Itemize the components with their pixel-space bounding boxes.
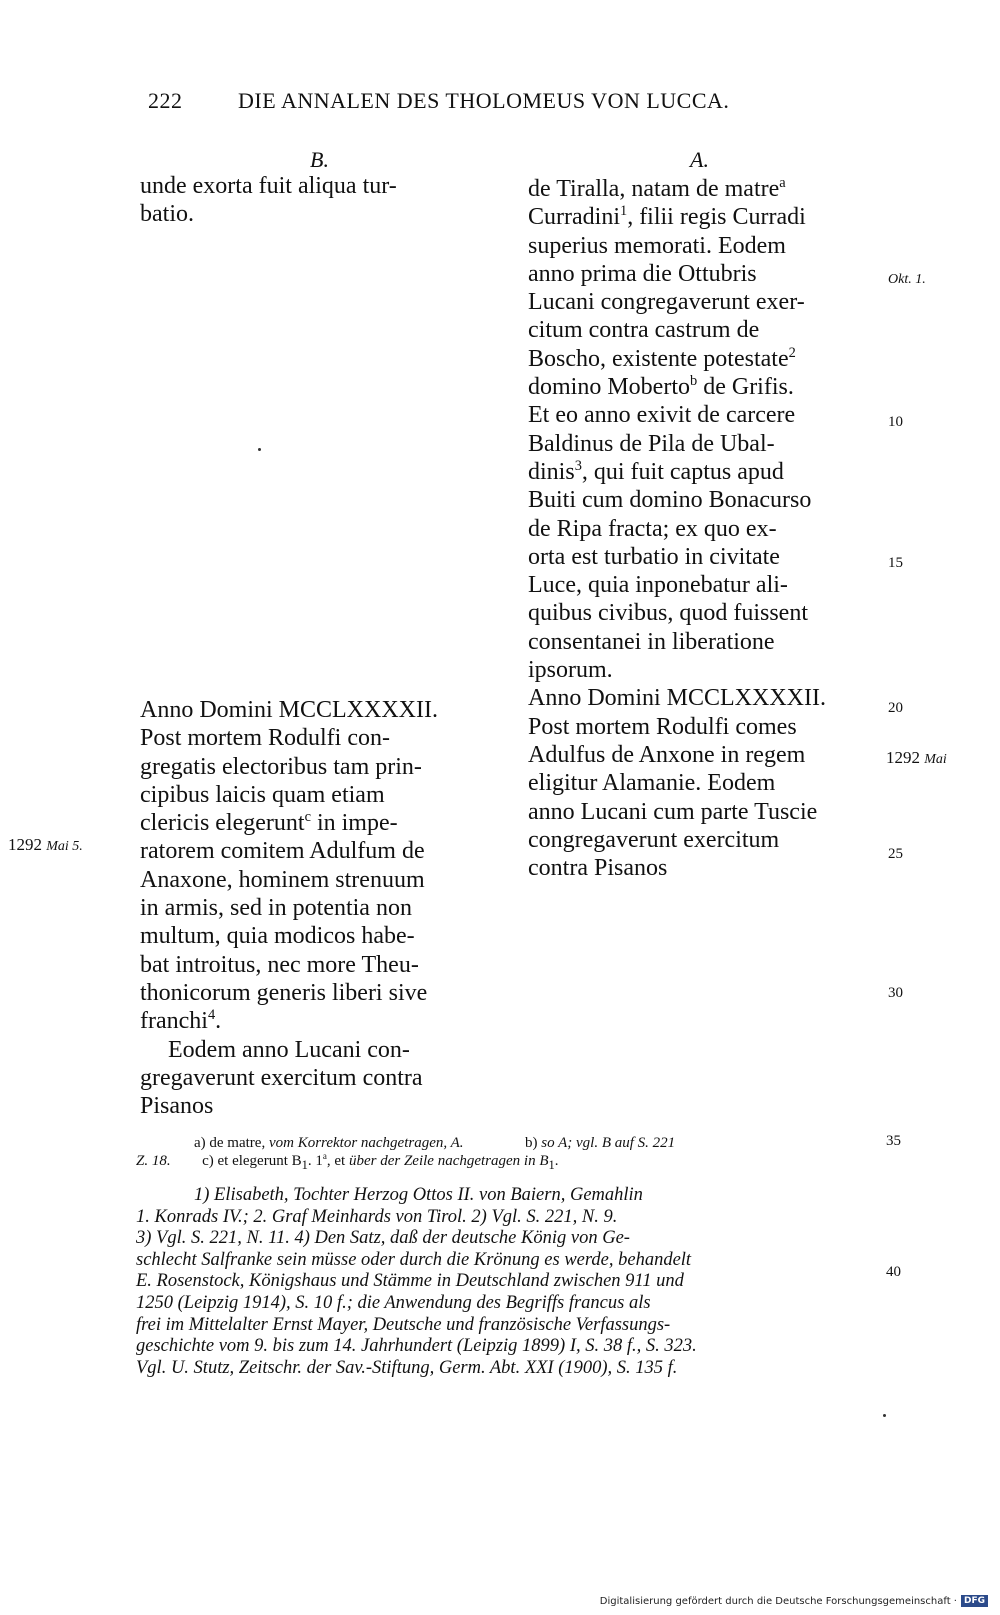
note-mark-2: 2 bbox=[788, 344, 796, 361]
text-line: de Ripa fracta; ex quo ex- bbox=[528, 515, 777, 542]
text-line: Et eo anno exivit de carcere bbox=[528, 402, 796, 429]
text-segment: franchi bbox=[140, 1008, 208, 1035]
note-mark-3: 3 bbox=[574, 457, 582, 474]
text-line: Anno Domini MCCLXXXXII. bbox=[528, 685, 826, 712]
text-line bbox=[528, 373, 883, 401]
text-line: citum contra castrum de bbox=[528, 317, 760, 344]
text-segment: dinis bbox=[528, 458, 575, 485]
footnote-line: schlecht Salfranke sein müsse oder durch die Krönung es werde, behandelt bbox=[136, 1249, 692, 1270]
line-number: 30 bbox=[888, 985, 903, 1001]
apparatus-mark-c: c bbox=[304, 809, 311, 826]
text-segment: Curradini bbox=[528, 204, 620, 231]
text-line bbox=[528, 458, 883, 486]
text-line: bat introitus, nec more Theu- bbox=[140, 951, 419, 978]
margin-year: 1292 bbox=[8, 835, 42, 854]
margin-date-right bbox=[886, 748, 947, 768]
text-segment: clericis elegerunt bbox=[140, 810, 305, 837]
apparatus-text: , et bbox=[326, 1153, 346, 1169]
text-line: unde exorta fuit aliqua tur- bbox=[140, 173, 397, 199]
footnote-line: 1) Elisabeth, Tochter Herzog Ottos II. von Baiern, Gemahlin bbox=[194, 1185, 643, 1205]
apparatus-line bbox=[136, 1152, 876, 1174]
line-number: 25 bbox=[888, 846, 903, 862]
running-header bbox=[148, 88, 729, 114]
line-number: 40 bbox=[886, 1264, 901, 1280]
column-a-text bbox=[528, 175, 883, 882]
critical-apparatus bbox=[136, 1134, 876, 1174]
text-line: Anno Domini MCCLXXXXII. bbox=[140, 697, 438, 723]
margin-month: Mai 5. bbox=[46, 839, 83, 854]
text-segment: de Tiralla, natam de matre bbox=[528, 176, 780, 202]
apparatus-note: über der Zeile nachgetragen in B bbox=[345, 1153, 549, 1169]
apparatus-sup: a bbox=[322, 1151, 327, 1161]
text-line: ipsorum. bbox=[528, 657, 613, 684]
text-line: Anaxone, hominem strenuum bbox=[140, 866, 425, 893]
column-label-b: B. bbox=[310, 147, 329, 172]
text-line: cipibus laicis quam etiam bbox=[140, 781, 385, 808]
apparatus-ref: Z. 18. bbox=[136, 1153, 171, 1169]
margin-date-okt bbox=[888, 268, 926, 288]
footnote-line: 1. Konrads IV.; 2. Graf Meinhards von Tirol. 2) Vgl. S. 221, N. 9. bbox=[136, 1206, 618, 1227]
footnote-line: E. Rosenstock, Königshaus und Stämme in Deutschland zwischen 911 und bbox=[136, 1271, 684, 1292]
text-line: Baldinus de Pila de Ubal- bbox=[528, 430, 775, 457]
footnote-line: 1250 (Leipzig 1914), S. 10 f.; die Anwendung des Begriffs francus als bbox=[136, 1292, 651, 1313]
text-line: orta est turbatio in civitate bbox=[528, 543, 780, 570]
apparatus-note: vom Korrektor nachgetragen, A. bbox=[265, 1135, 464, 1151]
apparatus-text: . bbox=[554, 1153, 559, 1169]
margin-month: Mai bbox=[924, 752, 947, 767]
column-label-a: A. bbox=[690, 147, 709, 172]
text-line: in armis, sed in potentia non bbox=[140, 895, 412, 922]
text-line: multum, quia modicos habe- bbox=[140, 923, 415, 950]
apparatus-text: . 1 bbox=[307, 1153, 323, 1169]
text-segment: domino Moberto bbox=[528, 374, 690, 401]
text-line: Pisanos bbox=[140, 1093, 214, 1120]
text-line: Adulfus de Anxone in regem bbox=[528, 741, 806, 768]
text-line bbox=[528, 175, 883, 203]
text-segment: . bbox=[215, 1008, 222, 1035]
margin-date-text: Okt. 1. bbox=[888, 272, 926, 287]
text-line: Luce, quia inponebatur ali- bbox=[528, 572, 788, 599]
credit-text: Digitalisierung gefördert durch die Deutsche Forschungsgemeinschaft · bbox=[599, 1595, 957, 1607]
text-line: Buiti cum domino Bonacurso bbox=[528, 487, 812, 514]
text-line: superius memorati. Eodem bbox=[528, 232, 786, 259]
line-number: 15 bbox=[888, 555, 903, 571]
text-line bbox=[140, 1007, 495, 1035]
text-segment: de Grifis. bbox=[697, 374, 794, 401]
text-line: gregaverunt exercitum contra bbox=[140, 1064, 423, 1091]
digitization-credit bbox=[600, 1595, 988, 1607]
page-title: DIE ANNALEN DES THOLOMEUS VON LUCCA. bbox=[238, 88, 730, 113]
apparatus-note: so A; vgl. B auf S. 221 bbox=[537, 1135, 676, 1151]
apparatus-line bbox=[136, 1134, 876, 1152]
print-speck bbox=[883, 1414, 886, 1417]
footnote-line: Vgl. U. Stutz, Zeitschr. der Sav.-Stiftung, Germ. Abt. XXI (1900), S. 135 f. bbox=[136, 1357, 678, 1378]
margin-date-left bbox=[8, 835, 83, 855]
text-line: quibus civibus, quod fuissent bbox=[528, 600, 808, 627]
text-line: Lucani congregaverunt exer- bbox=[528, 289, 805, 316]
note-mark-1: 1 bbox=[619, 203, 628, 220]
text-line: Eodem anno Lucani con- bbox=[168, 1036, 410, 1063]
apparatus-mark-b: b bbox=[690, 373, 698, 390]
text-line: contra Pisanos bbox=[528, 855, 668, 882]
apparatus-sub: 1 bbox=[301, 1158, 308, 1172]
apparatus-entry-a: a) de matre, bbox=[194, 1135, 266, 1151]
text-line bbox=[140, 809, 495, 837]
print-speck bbox=[258, 448, 261, 451]
text-line: Post mortem Rodulfi comes bbox=[528, 713, 797, 740]
text-line: consentanei in liberatione bbox=[528, 628, 775, 655]
text-line: anno prima die Ottubris bbox=[528, 260, 757, 287]
footnote-line: geschichte vom 9. bis zum 14. Jahrhundert (Leipzig 1899) I, S. 38 f., S. 323. bbox=[136, 1336, 697, 1357]
apparatus-mark-a: a bbox=[779, 175, 786, 191]
text-line: batio. bbox=[140, 201, 194, 228]
note-mark-4: 4 bbox=[207, 1007, 216, 1024]
margin-year: 1292 bbox=[886, 748, 920, 767]
text-segment: Boscho, existente potestate bbox=[528, 345, 789, 372]
text-line bbox=[528, 345, 883, 373]
text-segment: , filii regis Curradi bbox=[627, 204, 806, 231]
footnotes bbox=[136, 1185, 876, 1379]
text-line: eligitur Alamanie. Eodem bbox=[528, 770, 776, 797]
text-line: gregatis electoribus tam prin- bbox=[140, 753, 422, 780]
apparatus-entry-b: b) bbox=[525, 1135, 538, 1151]
text-line: ratorem comitem Adulfum de bbox=[140, 838, 425, 865]
page-number: 222 bbox=[148, 88, 183, 113]
line-number: 35 bbox=[886, 1133, 901, 1149]
line-number: 10 bbox=[888, 414, 903, 430]
text-segment: in impe- bbox=[310, 810, 398, 837]
text-line: thonicorum generis liberi sive bbox=[140, 979, 428, 1006]
apparatus-sub: 1 bbox=[548, 1158, 555, 1172]
text-line: congregaverunt exercitum bbox=[528, 826, 780, 853]
line-number: 20 bbox=[888, 700, 903, 716]
text-line: anno Lucani cum parte Tuscie bbox=[528, 798, 818, 825]
text-line bbox=[528, 203, 883, 231]
column-b-top bbox=[140, 172, 495, 229]
footnote-line: frei im Mittelalter Ernst Mayer, Deutsche und französische Verfassungs- bbox=[136, 1314, 671, 1335]
text-segment: , qui fuit captus apud bbox=[581, 458, 784, 485]
apparatus-entry-c: c) et elegerunt B bbox=[202, 1153, 302, 1169]
footnote-line: 3) Vgl. S. 221, N. 11. 4) Den Satz, daß der deutsche König von Ge- bbox=[136, 1228, 630, 1249]
column-b-text bbox=[140, 696, 495, 1120]
dfg-logo: DFG bbox=[961, 1595, 988, 1607]
text-line: Post mortem Rodulfi con- bbox=[140, 725, 390, 752]
